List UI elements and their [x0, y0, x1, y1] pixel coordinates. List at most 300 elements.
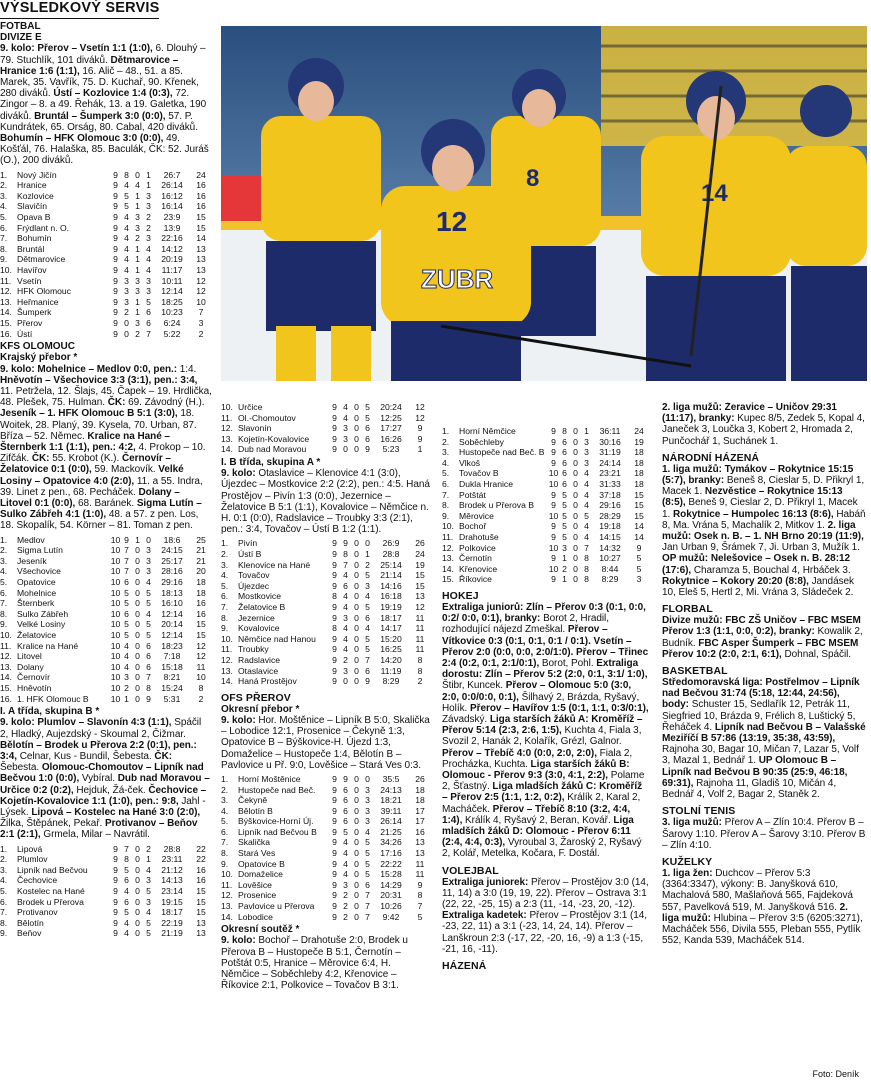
stat-cell: 10	[110, 534, 121, 545]
stat-cell: 9	[332, 570, 337, 581]
table-row	[221, 570, 431, 581]
text-run: Borot, Pohl.	[541, 657, 597, 669]
text-run: 55. Krobot (K.).	[52, 453, 122, 465]
stat-cell: 18	[415, 795, 425, 806]
table-row	[221, 869, 431, 880]
section-subheading: I. B třída, skupina A *	[221, 456, 321, 468]
stat-cell: 4	[124, 212, 129, 223]
stat-cell: 6	[343, 805, 348, 816]
stat-cell: 5	[562, 521, 567, 532]
rank-cell: 11.	[221, 644, 233, 655]
stat-cell: 20	[196, 566, 206, 577]
text-run: Jandásek 10, Eleš 5, Hertl 2, Mi. Vrána 3, Sládeček 2.	[662, 575, 854, 599]
table-row	[221, 774, 431, 785]
bold-run: Černovír – Želatovice 0:1 (0:0),	[0, 453, 171, 476]
column-3	[442, 402, 650, 972]
rank-cell: 14.	[442, 563, 454, 574]
bold-run: Protivanov – Beňov 2:1 (2:1),	[0, 818, 198, 841]
table-row	[0, 286, 212, 297]
bold-run: UP Olomouc B – Lipník nad Bečvou B 90:35 (25:9, 46:18, 69:31),	[662, 755, 848, 789]
stat-cell: 21	[196, 545, 206, 556]
team-cell: Lipník nad Bečvou B	[238, 826, 317, 837]
stat-cell: 6	[146, 640, 151, 651]
stat-cell: 5	[124, 619, 129, 630]
team-cell: Ol.-Chomoutov	[238, 412, 296, 423]
stat-cell: 0	[354, 623, 359, 634]
stat-cell: 10	[196, 296, 206, 307]
team-cell: Želatovice	[17, 629, 57, 640]
stat-cell: 3	[135, 317, 140, 328]
bold-run: Jeseník – 1. HFK Olomouc B 5:1 (3:0),	[0, 408, 181, 420]
report-paragraph	[221, 715, 431, 771]
stat-cell: 22	[196, 843, 206, 854]
stat-cell: 5	[562, 500, 567, 511]
team-cell: Tovačov B	[459, 468, 499, 479]
rank-cell: 8.	[0, 608, 8, 619]
table-row	[221, 827, 431, 838]
stat-cell: 16	[196, 864, 206, 875]
standings-table	[221, 774, 431, 922]
stat-cell: 4	[146, 243, 151, 254]
stat-cell: 9	[332, 911, 337, 922]
stat-cell: 8:29	[382, 676, 400, 687]
team-cell: Plumlov	[17, 854, 48, 865]
stat-cell: 5	[365, 633, 370, 644]
stat-cell: 3	[124, 296, 129, 307]
stat-cell: 9	[343, 538, 348, 549]
bold-run: 9. kolo:	[221, 935, 259, 947]
stat-cell: 0	[135, 885, 140, 896]
table-row	[0, 844, 212, 855]
table-row	[0, 265, 212, 276]
stat-cell: 6	[365, 433, 370, 444]
table-row	[0, 683, 212, 694]
stat-cell: 9	[365, 676, 370, 687]
bold-run: Velké Losiny – Opatovice 4:0 (2:0),	[0, 464, 184, 487]
team-cell: Kostelec na Hané	[17, 885, 85, 896]
team-cell: Nový Jičín	[17, 169, 57, 180]
stat-cell: 5:31	[163, 693, 181, 704]
stat-cell: 4	[146, 576, 151, 587]
rank-cell: 7.	[221, 601, 229, 612]
stat-cell: 7	[124, 566, 129, 577]
stat-cell: 5	[365, 848, 370, 859]
stat-cell: 0	[354, 570, 359, 581]
stat-cell: 9	[113, 843, 118, 854]
section-heading: KUŽELKY	[662, 855, 713, 868]
text-run: Přerov – Prostějov 3:1 (14, -23, 22, 11) a 3:1 (-23, 14, 24, 14). Přerov – Lanškroun 2:3 (-17, 22, -20, 16, -9) a 1:3 (-15, -21, 16, -11).	[442, 910, 648, 955]
bold-run: ČK:	[107, 397, 129, 409]
stat-cell: 0	[354, 911, 359, 922]
stat-cell: 0	[573, 447, 578, 458]
section-heading: VOLEJBAL	[442, 864, 499, 877]
table-row	[221, 413, 431, 424]
stat-cell: 28:16	[161, 566, 183, 577]
stat-cell: 12	[196, 651, 206, 662]
stat-cell: 5	[124, 190, 129, 201]
stat-cell: 12:14	[161, 608, 183, 619]
team-cell: Všechovice	[17, 566, 61, 577]
stat-cell: 17:16	[380, 848, 402, 859]
team-cell: Újezdec	[238, 580, 270, 591]
text-run: Jan Urban 9, Šrámek 7, Ji. Urban 3, Mužík 1.	[662, 542, 860, 554]
stat-cell: 18:25	[161, 296, 183, 307]
stat-cell: 6	[124, 576, 129, 587]
section-subheading: Krajský přebor *	[0, 352, 78, 364]
team-cell: Lipník nad Bečvou	[17, 864, 88, 875]
stat-cell: 4	[584, 521, 589, 532]
stat-cell: 9	[551, 500, 556, 511]
stat-cell: 9	[636, 542, 642, 553]
text-run: Beneš 8, Cieslar 5, D. Přikryl 1, Macek 1.	[662, 475, 865, 498]
stat-cell: 0	[354, 784, 359, 795]
stat-cell: 4	[343, 412, 348, 423]
table-row	[221, 602, 431, 613]
stat-cell: 0	[354, 402, 359, 412]
stat-cell: 3	[365, 784, 370, 795]
text-run: Jahl - Lýsek.	[0, 795, 206, 818]
stat-cell: 10	[110, 661, 121, 672]
stat-cell: 9	[113, 180, 118, 191]
stat-cell: 13	[196, 264, 206, 275]
standings-table	[0, 844, 212, 939]
stat-cell: 8	[198, 682, 204, 693]
stat-cell: 6	[562, 447, 567, 458]
stat-cell: 4	[365, 591, 370, 602]
stat-cell: 5	[124, 598, 129, 609]
stat-cell: 5	[124, 629, 129, 640]
table-row	[221, 859, 431, 870]
stat-cell: 0	[354, 538, 359, 549]
table-row	[221, 402, 431, 413]
text-run: 16. Alič – 48., 51. a 85. Marek, 35. Vavřík, 75. D. Kuchař, 90. Křenek, 280 diváků.	[0, 65, 199, 100]
stat-cell: 6	[146, 317, 151, 328]
stat-cell: 0	[135, 864, 140, 875]
bold-run: Kralice na Hané – Šternberk 1:1 (1:1), pen.: 4:2,	[0, 430, 170, 453]
stat-cell: 21:19	[161, 928, 183, 939]
rank-cell: 1.	[0, 843, 8, 854]
stat-cell: 2	[124, 307, 129, 318]
stat-cell: 21:14	[380, 570, 402, 581]
stat-cell: 14	[196, 233, 206, 244]
table-row	[442, 426, 650, 437]
rank-cell: 7.	[0, 233, 8, 244]
bold-run: Bruntál – Šumperk 3:0 (0:0),	[34, 110, 169, 122]
stat-cell: 5	[124, 907, 129, 918]
stat-cell: 0	[365, 773, 370, 784]
stat-cell: 3	[584, 436, 589, 447]
stat-cell: 19:15	[161, 896, 183, 907]
text-run: Přerov A – Zlín 10:4. Přerov B – Šarovy 1:10. Přerov A – Šarovy 3:10. Přerov B – Zlín 4:10.	[662, 817, 866, 851]
text-run: Kuchta 4, Fiala 3, Svozil 2, Hanák 2, Kolařík, Grézl, Galnor.	[442, 725, 642, 748]
team-cell: Havířov	[17, 264, 47, 275]
stat-cell: 6	[365, 879, 370, 890]
stat-cell: 0	[354, 676, 359, 687]
stat-cell: 1	[135, 534, 140, 545]
table-row	[0, 556, 212, 567]
stat-cell: 26:7	[163, 169, 181, 180]
stat-cell: 6	[562, 468, 567, 479]
stat-cell: 10	[548, 542, 559, 553]
stat-cell: 6	[343, 784, 348, 795]
team-cell: Horní Němčice	[459, 426, 516, 436]
stat-cell: 0	[135, 875, 140, 886]
stat-cell: 16	[415, 826, 425, 837]
table-row	[221, 676, 431, 687]
stat-cell: 10	[548, 478, 559, 489]
bold-run: Rokytnice – Humpolec 16:13 (8:6),	[672, 508, 837, 520]
stat-cell: 2	[343, 890, 348, 901]
stat-cell: 4	[343, 858, 348, 869]
stat-cell: 9	[343, 773, 348, 784]
bold-run: Liga mladších žáků D: Olomouc - Přerov 6:11 (2:4, 4:4, 0:3),	[442, 814, 634, 849]
stat-cell: 0	[354, 591, 359, 602]
bold-run: Bohumín – HFK Olomouc 3:0 (0:0),	[0, 133, 167, 145]
stat-cell: 13:9	[163, 222, 181, 233]
stat-cell: 9	[113, 864, 118, 875]
text-run: Beneš 9, Cieslar 2, D. Přikryl 1, Macek 1.	[662, 497, 858, 520]
stat-cell: 8	[417, 665, 423, 676]
rank-cell: 14.	[221, 444, 233, 455]
text-run: 49. Košťál, 76. Halaška, 85. Baculák, ČK: 52. Juráš (O.), 200 diváků.	[0, 133, 209, 167]
stat-cell: 3	[365, 816, 370, 827]
jersey-number: 14	[701, 180, 728, 207]
rank-cell: 12.	[442, 542, 454, 553]
table-row	[0, 577, 212, 588]
stat-cell: 14:17	[380, 623, 402, 634]
stat-cell: 2	[135, 328, 140, 339]
standings-table	[221, 538, 431, 686]
rank-cell: 6.	[442, 478, 450, 489]
stat-cell: 0	[354, 548, 359, 559]
table-row	[442, 511, 650, 522]
stat-cell: 7	[124, 545, 129, 556]
table-row	[221, 795, 431, 806]
stat-cell: 3	[124, 275, 129, 286]
stat-cell: 23:21	[599, 468, 621, 479]
stat-cell: 9	[332, 601, 337, 612]
bold-run: OP mužů: Nelešovice – Osek n. B. 28:12 (17:6),	[662, 553, 850, 576]
stat-cell: 3	[135, 286, 140, 297]
stat-cell: 18:6	[163, 534, 181, 545]
text-run: 18. Woitek, 28. Planý, 39. Kysela, 70. Urban, 87. Bříza – 52. Němec.	[0, 408, 197, 442]
rank-cell: 9.	[0, 254, 8, 265]
stat-cell: 1	[146, 180, 151, 191]
table-row	[0, 201, 212, 212]
stat-cell: 30:16	[599, 436, 621, 447]
stat-cell: 6	[124, 608, 129, 619]
stat-cell: 1	[135, 254, 140, 265]
stat-cell: 3	[135, 275, 140, 286]
stat-cell: 15:18	[161, 661, 183, 672]
rank-cell: 8.	[221, 848, 229, 859]
stat-cell: 0	[354, 665, 359, 676]
stat-cell: 18	[634, 468, 644, 479]
stat-cell: 13	[415, 848, 425, 859]
stat-cell: 3	[146, 896, 151, 907]
stat-cell: 5	[636, 553, 642, 564]
table-row	[0, 907, 212, 918]
stat-cell: 15	[415, 570, 425, 581]
text-run: Habáň 8, Ma. Vrána 5, Machalík 2, Mitkov 1.	[662, 508, 866, 531]
table-row	[0, 254, 212, 265]
text-run: Vyroubal 3, Žaroský 2, Ryšavý 2, Kolář, Metelka, Kočara, F. Dostál.	[442, 837, 642, 860]
stat-cell: 0	[135, 598, 140, 609]
team-cell: Radslavice	[238, 654, 281, 665]
jersey-brand: ZUBR	[421, 264, 494, 294]
rank-cell: 10.	[221, 402, 233, 412]
stat-cell: 9	[332, 837, 337, 848]
standings-table	[221, 402, 431, 455]
stat-cell: 5	[146, 296, 151, 307]
stat-cell: 5	[584, 510, 589, 521]
stat-cell: 10	[110, 640, 121, 651]
stat-cell: 9	[332, 773, 337, 784]
table-row	[0, 318, 212, 329]
stat-cell: 0	[354, 612, 359, 623]
rank-cell: 3.	[0, 555, 8, 566]
bold-run: Extraliga dorostu: Zlín – Přerov 5:2 (2:0, 0:1, 3:1/ 1:0),	[442, 657, 648, 681]
stat-cell: 10	[110, 555, 121, 566]
stat-cell: 0	[135, 693, 140, 704]
rank-cell: 8.	[0, 243, 8, 254]
stat-cell: 3	[146, 275, 151, 286]
table-row	[442, 564, 650, 575]
stat-cell: 9	[332, 633, 337, 644]
stat-cell: 5	[146, 917, 151, 928]
stat-cell: 3	[343, 612, 348, 623]
stat-cell: 5	[146, 885, 151, 896]
stat-cell: 0	[135, 576, 140, 587]
stat-cell: 9	[332, 858, 337, 869]
page-title: VÝSLEDKOVÝ SERVIS	[0, 0, 159, 19]
stat-cell: 18	[415, 784, 425, 795]
stat-cell: 0	[573, 521, 578, 532]
report-paragraph	[662, 615, 867, 660]
stat-cell: 11	[415, 644, 425, 655]
stat-cell: 26:14	[380, 816, 402, 827]
stat-cell: 1	[417, 444, 423, 455]
team-cell: Sigma Lutín	[17, 545, 63, 556]
rank-cell: 12.	[221, 654, 233, 665]
stat-cell: 15:28	[380, 869, 402, 880]
table-row	[221, 901, 431, 912]
table-row	[442, 574, 650, 585]
rank-cell: 14.	[221, 676, 233, 687]
table-row	[0, 630, 212, 641]
stat-cell: 14:29	[380, 879, 402, 890]
stat-cell: 6	[562, 478, 567, 489]
section-subheading: I. A třída, skupina B *	[0, 706, 100, 718]
table-row	[221, 912, 431, 923]
stat-cell: 3	[636, 574, 642, 585]
text-run: Charamza 5, Bouchal 4, Hrbáček 3.	[693, 564, 851, 576]
stat-cell: 20:31	[380, 890, 402, 901]
table-row	[221, 816, 431, 827]
stat-cell: 7	[124, 555, 129, 566]
team-cell: Ústí	[17, 328, 33, 339]
stat-cell: 0	[135, 896, 140, 907]
stat-cell: 4	[343, 591, 348, 602]
team-cell: Opatovice	[17, 576, 56, 587]
stat-cell: 3	[562, 542, 567, 553]
stat-cell: 0	[573, 531, 578, 542]
report-paragraph	[662, 677, 867, 800]
stat-cell: 9	[332, 644, 337, 655]
stat-cell: 26	[415, 538, 425, 549]
team-cell: Určice	[238, 402, 263, 412]
rank-cell: 11.	[442, 531, 454, 542]
stat-cell: 2	[343, 654, 348, 665]
stat-cell: 5	[146, 598, 151, 609]
table-row	[0, 276, 212, 287]
stat-cell: 0	[354, 879, 359, 890]
team-cell: Opatovice B	[238, 858, 285, 869]
bold-run: 2. liga mužů: Osek n. B. – 1. NH Brno 20:19 (11:9),	[662, 519, 864, 543]
team-cell: Haná Prostějov	[238, 676, 297, 687]
text-run: Přerov – Prostějov 3:0 (14, 11, 14) a 3:0 (19, 19, 22). Přerov – Ostrava 3:1 (22, 22, -25, 15) a 2:3 (11, -14, -23, 20, -12).	[442, 876, 649, 910]
rank-cell: 9.	[221, 858, 229, 869]
team-cell: Skalička	[238, 837, 270, 848]
stat-cell: 15	[634, 489, 644, 500]
stat-cell: 9	[113, 875, 118, 886]
stat-cell: 7	[365, 911, 370, 922]
stat-cell: 24	[196, 169, 206, 180]
stat-cell: 0	[146, 534, 151, 545]
team-cell: Němčice nad Hanou	[238, 633, 316, 644]
team-cell: Křenovice	[459, 563, 498, 574]
stat-cell: 0	[354, 805, 359, 816]
bold-run: Středomoravská liga: Postřelmov – Lipník nad Bečvou 31:74 (5:18, 12:44, 24:56), body:	[662, 677, 860, 711]
stat-cell: 5	[365, 570, 370, 581]
stat-cell: 24:14	[599, 457, 621, 468]
rank-cell: 1.	[0, 534, 8, 545]
stat-cell: 14:15	[599, 531, 621, 542]
stat-cell: 4	[584, 500, 589, 511]
stat-cell: 5:22	[163, 328, 181, 339]
team-cell: Velké Losiny	[17, 619, 66, 630]
table-row	[442, 553, 650, 564]
stat-cell: 0	[354, 580, 359, 591]
stat-cell: 10	[110, 693, 121, 704]
table-row	[442, 437, 650, 448]
section-subheading: Okresní přebor *	[221, 703, 300, 715]
stat-cell: 22:19	[161, 917, 183, 928]
team-cell: Dětmarovice	[17, 254, 66, 265]
stat-cell: 0	[573, 500, 578, 511]
bold-run: Přerov – Vítkovice 0:3 (0:1, 0:1, 0:1 / 0:1). Vsetín – Přerov 2:0 (0:0, 0:0, 2:0/1:0). Přerov – Třinec 2:4 (0:2, 0:1, 2:1/0:1),	[442, 624, 649, 669]
stat-cell: 2	[146, 212, 151, 223]
text-run: Žilka, Štěpánek, Pekař.	[0, 818, 105, 830]
stat-cell: 4	[124, 885, 129, 896]
stat-cell: 5	[365, 412, 370, 423]
bold-run: Přerov – Třebíč 8:10 (3:2, 4:4, 1:4),	[442, 803, 631, 826]
stat-cell: 0	[135, 619, 140, 630]
text-run: Štibr, Kuncek.	[442, 680, 506, 692]
stat-cell: 13	[196, 928, 206, 939]
team-cell: Beňov	[17, 928, 42, 939]
stat-cell: 15	[634, 500, 644, 511]
stat-cell: 0	[573, 489, 578, 500]
team-cell: Jeseník	[17, 555, 47, 566]
stat-cell: 18	[634, 457, 644, 468]
stat-cell: 9	[551, 457, 556, 468]
team-cell: 1. HFK Olomouc B	[17, 693, 89, 704]
team-cell: Hněvotín	[17, 682, 52, 693]
team-cell: Pavlovice u Přerova	[238, 901, 315, 912]
bold-run: Extraliga kadetek:	[442, 910, 530, 922]
rank-cell: 12.	[0, 651, 12, 662]
